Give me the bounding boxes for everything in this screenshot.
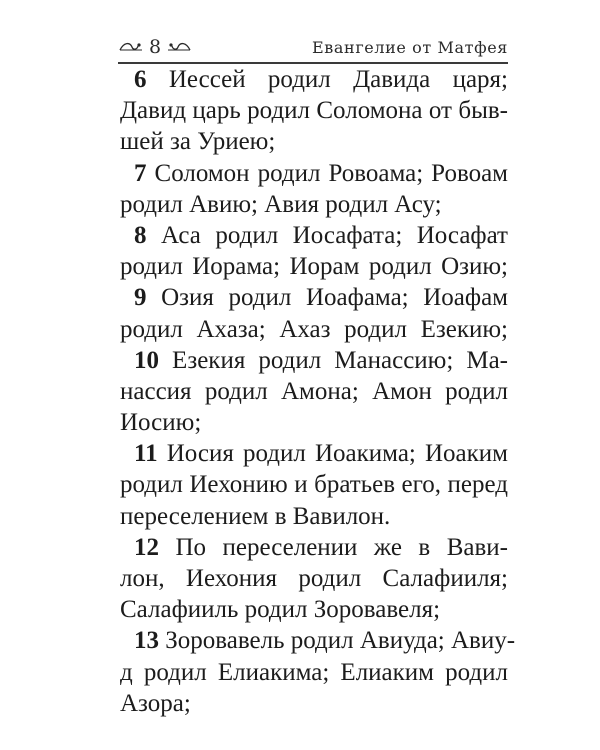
line-text: нассия родил Амона; Амон родил [120, 377, 508, 405]
line-text: родил Ахаза; Ахаз родил Езекию; [120, 315, 508, 343]
line-text: Зоровавель родил Авиуда; Авиу- [159, 627, 516, 655]
line-text: родил Иорама; Иорам родил Озию; [120, 253, 508, 281]
text-line [120, 220, 508, 251]
verse-number: 7 [134, 159, 147, 187]
verse-number: 12 [134, 533, 159, 561]
text-line [120, 657, 508, 688]
text-line [120, 469, 508, 500]
text-line [120, 501, 508, 532]
folio [118, 36, 192, 58]
line-text: Давид царь родил Соломона от быв- [120, 97, 508, 125]
line-text: шей за Уриею; [120, 128, 276, 156]
text-line [120, 532, 508, 563]
text-line [120, 594, 508, 625]
text-line [120, 314, 508, 345]
running-title: Евангелие от Матфея [312, 38, 508, 57]
left-flourish-icon [118, 39, 144, 55]
text-line [120, 345, 508, 376]
text-line [120, 189, 508, 220]
line-text: Иосию; [120, 409, 202, 437]
text-line [120, 251, 508, 282]
line-text: родил Авию; Авия родил Асу; [120, 190, 442, 218]
text-line [120, 407, 508, 438]
text-line [120, 158, 508, 189]
line-text: По переселении же в Вави- [159, 533, 508, 561]
line-text: переселением в Вавилон. [120, 502, 391, 530]
text-line [120, 625, 516, 656]
line-text: Аса родил Иосафата; Иосафат [146, 221, 508, 249]
line-text: д родил Елиакима; Елиаким родил [120, 658, 508, 686]
verse-number: 6 [134, 66, 147, 93]
verse-number: 10 [134, 346, 159, 374]
text-line [120, 282, 508, 313]
line-text: Озия родил Иоафама; Иоафам [146, 284, 508, 312]
verse-number: 13 [134, 627, 159, 655]
line-text: Соломон родил Ровоама; Ровоам [146, 159, 508, 187]
line-text: Езекия родил Манассию; Ма- [159, 346, 508, 374]
line-text: Салафииль родил Зоровавеля; [120, 596, 441, 624]
line-text: Иосия родил Иоакима; Иоаким [157, 440, 508, 468]
text-line [120, 64, 508, 95]
verse-number: 11 [134, 440, 158, 468]
line-text: Азора; [120, 689, 191, 717]
line-text: Иессей родил Давида царя; [146, 66, 508, 93]
verse-number: 8 [134, 221, 147, 249]
text-line [120, 126, 508, 157]
text-line [120, 438, 508, 469]
text-line [120, 688, 508, 719]
page-number: 8 [149, 36, 162, 58]
right-flourish-icon [166, 39, 192, 55]
running-head [118, 34, 508, 64]
verse-number: 9 [134, 284, 147, 312]
line-text: лон, Иехония родил Салафииля; [120, 565, 508, 592]
verse-text [120, 64, 516, 719]
text-line [120, 563, 508, 594]
text-line [120, 376, 508, 407]
text-line [120, 95, 508, 126]
line-text: родил Иехонию и братьев его, перед [120, 471, 508, 499]
